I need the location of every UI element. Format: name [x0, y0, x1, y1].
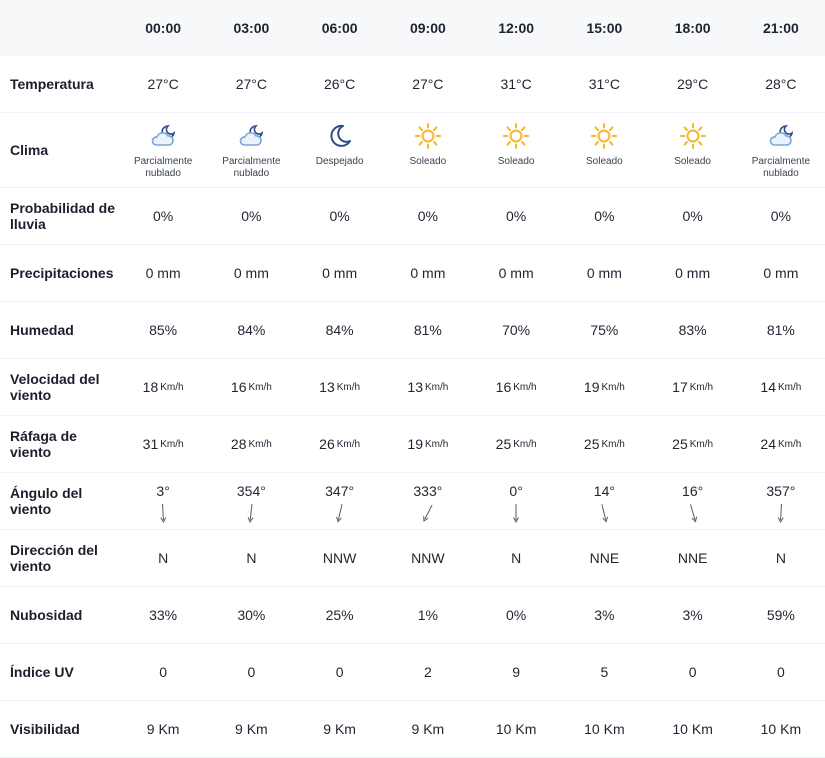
angulo-value [472, 473, 560, 530]
clima-cell [649, 113, 737, 188]
precipitaciones-value: 0 mm [560, 245, 648, 302]
row-label-visibilidad: Visibilidad [0, 701, 119, 758]
humedad-value: 81% [737, 302, 825, 359]
uv-value: 0 [207, 644, 295, 701]
wind-arrow-icon [158, 499, 168, 524]
hour-header: 12:00 [472, 0, 560, 56]
condition-text: Parcialmente nublado [751, 156, 811, 179]
velocidad-value [384, 359, 472, 416]
direccion-value: N [207, 530, 295, 587]
partly-cloudy-night-icon [149, 122, 177, 150]
humedad-value: 75% [560, 302, 648, 359]
sun-icon [414, 122, 442, 150]
temperatura-value: 27°C [384, 56, 472, 113]
temperatura-value: 27°C [119, 56, 207, 113]
visibilidad-value: 9 Km [296, 701, 384, 758]
precipitaciones-value: 0 mm [119, 245, 207, 302]
speed-number: 25 [583, 436, 600, 452]
visibilidad-value: 10 Km [737, 701, 825, 758]
condition-text: Despejado [315, 156, 364, 167]
probabilidad-value: 0% [384, 188, 472, 245]
speed-number: 24 [760, 436, 776, 452]
hour-header: 09:00 [384, 0, 472, 56]
nubosidad-value: 1% [384, 587, 472, 644]
nubosidad-value: 59% [737, 587, 825, 644]
rafaga-value [296, 416, 384, 473]
velocidad-value [296, 359, 384, 416]
humedad-value: 84% [207, 302, 295, 359]
angle-degrees: 347° [325, 483, 355, 499]
uv-value: 0 [649, 644, 737, 701]
clima-cell [560, 113, 648, 188]
row-label-nubosidad: Nubosidad [0, 587, 119, 644]
clima-cell [207, 113, 295, 188]
clima-cell [296, 113, 384, 188]
humedad-value: 83% [649, 302, 737, 359]
speed-unit: Km/h [160, 438, 184, 450]
wind-arrow-icon [246, 499, 256, 524]
clima-cell [119, 113, 207, 188]
velocidad-value [649, 359, 737, 416]
uv-value: 0 [296, 644, 384, 701]
partly-cloudy-night-icon [767, 122, 795, 150]
visibilidad-value: 10 Km [649, 701, 737, 758]
rafaga-value [560, 416, 648, 473]
row-label-temperatura: Temperatura [0, 56, 119, 113]
speed-number: 18 [142, 379, 159, 395]
row-label-precipitaciones: Precipitaciones [0, 245, 119, 302]
angle-degrees: 0° [509, 483, 523, 499]
sun-icon [679, 122, 707, 150]
precipitaciones-value: 0 mm [472, 245, 560, 302]
visibilidad-value: 9 Km [384, 701, 472, 758]
speed-number: 31 [142, 436, 159, 452]
probabilidad-value: 0% [207, 188, 295, 245]
hour-header: 18:00 [649, 0, 737, 56]
humedad-value: 85% [119, 302, 207, 359]
speed-unit: Km/h [777, 438, 802, 450]
speed-unit: Km/h [160, 381, 184, 393]
angulo-value [207, 473, 295, 530]
speed-unit: Km/h [248, 381, 272, 393]
speed-unit: Km/h [689, 381, 714, 393]
visibilidad-value: 10 Km [560, 701, 648, 758]
velocidad-value [207, 359, 295, 416]
row-label-direccion: Dirección del viento [0, 530, 119, 587]
velocidad-value [560, 359, 648, 416]
velocidad-value [737, 359, 825, 416]
wind-arrow-icon [688, 499, 698, 524]
nubosidad-value: 33% [119, 587, 207, 644]
angulo-value [296, 473, 384, 530]
velocidad-value [119, 359, 207, 416]
humedad-value: 70% [472, 302, 560, 359]
direccion-value: NNW [384, 530, 472, 587]
hour-header: 06:00 [296, 0, 384, 56]
wind-arrow-icon [599, 499, 609, 524]
temperatura-value: 28°C [737, 56, 825, 113]
speed-number: 19 [407, 436, 423, 452]
partly-cloudy-night-icon [237, 122, 265, 150]
condition-text: Soleado [586, 156, 623, 167]
speed-number: 17 [672, 379, 688, 395]
angulo-value [384, 473, 472, 530]
direccion-value: NNW [296, 530, 384, 587]
humedad-value: 84% [296, 302, 384, 359]
speed-unit: Km/h [601, 438, 625, 450]
moon-icon [326, 122, 354, 150]
hour-header: 03:00 [207, 0, 295, 56]
wind-arrow-icon [776, 499, 786, 524]
angle-degrees: 357° [766, 483, 796, 499]
nubosidad-value: 30% [207, 587, 295, 644]
wind-arrow-icon [335, 499, 345, 524]
precipitaciones-value: 0 mm [737, 245, 825, 302]
row-label-uv: Índice UV [0, 644, 119, 701]
probabilidad-value: 0% [560, 188, 648, 245]
hour-header: 21:00 [737, 0, 825, 56]
visibilidad-value: 10 Km [472, 701, 560, 758]
nubosidad-value: 3% [649, 587, 737, 644]
direccion-value: NNE [649, 530, 737, 587]
visibilidad-value: 9 Km [207, 701, 295, 758]
speed-unit: Km/h [424, 438, 449, 450]
speed-number: 13 [407, 379, 423, 395]
row-label-humedad: Humedad [0, 302, 119, 359]
speed-unit: Km/h [248, 438, 272, 450]
temperatura-value: 29°C [649, 56, 737, 113]
angulo-value [649, 473, 737, 530]
uv-value: 9 [472, 644, 560, 701]
angulo-value [119, 473, 207, 530]
condition-text: Parcialmente nublado [133, 156, 193, 179]
probabilidad-value: 0% [472, 188, 560, 245]
speed-unit: Km/h [601, 381, 625, 393]
uv-value: 2 [384, 644, 472, 701]
angulo-value [737, 473, 825, 530]
sun-icon [502, 122, 530, 150]
angle-degrees: 16° [682, 483, 704, 499]
temperatura-value: 31°C [560, 56, 648, 113]
uv-value: 0 [737, 644, 825, 701]
angle-degrees: 14° [593, 483, 615, 499]
speed-unit: Km/h [513, 381, 537, 393]
row-label-probabilidad: Probabilidad de lluvia [0, 188, 119, 245]
direccion-value: NNE [560, 530, 648, 587]
angle-degrees: 354° [236, 483, 266, 499]
humedad-value: 81% [384, 302, 472, 359]
speed-number: 25 [672, 436, 688, 452]
row-label-velocidad: Velocidad del viento [0, 359, 119, 416]
visibilidad-value: 9 Km [119, 701, 207, 758]
wind-arrow-icon [511, 499, 521, 524]
speed-number: 13 [319, 379, 335, 395]
clima-cell [737, 113, 825, 188]
uv-value: 0 [119, 644, 207, 701]
probabilidad-value: 0% [119, 188, 207, 245]
header-corner [0, 0, 119, 56]
speed-number: 25 [495, 436, 512, 452]
speed-number: 16 [495, 379, 512, 395]
temperatura-value: 31°C [472, 56, 560, 113]
speed-unit: Km/h [689, 438, 714, 450]
speed-number: 28 [230, 436, 247, 452]
probabilidad-value: 0% [296, 188, 384, 245]
direccion-value: N [472, 530, 560, 587]
sun-icon [590, 122, 618, 150]
speed-unit: Km/h [513, 438, 537, 450]
speed-unit: Km/h [424, 381, 449, 393]
probabilidad-value: 0% [649, 188, 737, 245]
nubosidad-value: 25% [296, 587, 384, 644]
velocidad-value [472, 359, 560, 416]
rafaga-value [649, 416, 737, 473]
condition-text: Soleado [409, 156, 447, 167]
angle-degrees: 3° [156, 483, 170, 499]
condition-text: Soleado [674, 156, 711, 167]
nubosidad-value: 0% [472, 587, 560, 644]
direccion-value: N [737, 530, 825, 587]
speed-unit: Km/h [336, 381, 361, 393]
row-label-rafaga: Ráfaga de viento [0, 416, 119, 473]
clima-cell [384, 113, 472, 188]
hour-header: 00:00 [119, 0, 207, 56]
condition-text: Parcialmente nublado [222, 156, 281, 179]
angle-degrees: 333° [413, 483, 443, 499]
uv-value: 5 [560, 644, 648, 701]
nubosidad-value: 3% [560, 587, 648, 644]
speed-unit: Km/h [336, 438, 361, 450]
speed-number: 19 [583, 379, 600, 395]
speed-number: 14 [760, 379, 776, 395]
temperatura-value: 26°C [296, 56, 384, 113]
precipitaciones-value: 0 mm [384, 245, 472, 302]
angulo-value [560, 473, 648, 530]
temperatura-value: 27°C [207, 56, 295, 113]
speed-number: 16 [230, 379, 247, 395]
speed-unit: Km/h [777, 381, 802, 393]
rafaga-value [119, 416, 207, 473]
rafaga-value [207, 416, 295, 473]
direccion-value: N [119, 530, 207, 587]
rafaga-value [384, 416, 472, 473]
row-label-clima: Clima [0, 113, 119, 188]
rafaga-value [472, 416, 560, 473]
probabilidad-value: 0% [737, 188, 825, 245]
precipitaciones-value: 0 mm [207, 245, 295, 302]
condition-text: Soleado [497, 156, 535, 167]
speed-number: 26 [319, 436, 335, 452]
precipitaciones-value: 0 mm [296, 245, 384, 302]
rafaga-value [737, 416, 825, 473]
row-label-angulo: Ángulo del viento [0, 473, 119, 530]
hour-header: 15:00 [560, 0, 648, 56]
precipitaciones-value: 0 mm [649, 245, 737, 302]
wind-arrow-icon [423, 499, 433, 524]
clima-cell [472, 113, 560, 188]
